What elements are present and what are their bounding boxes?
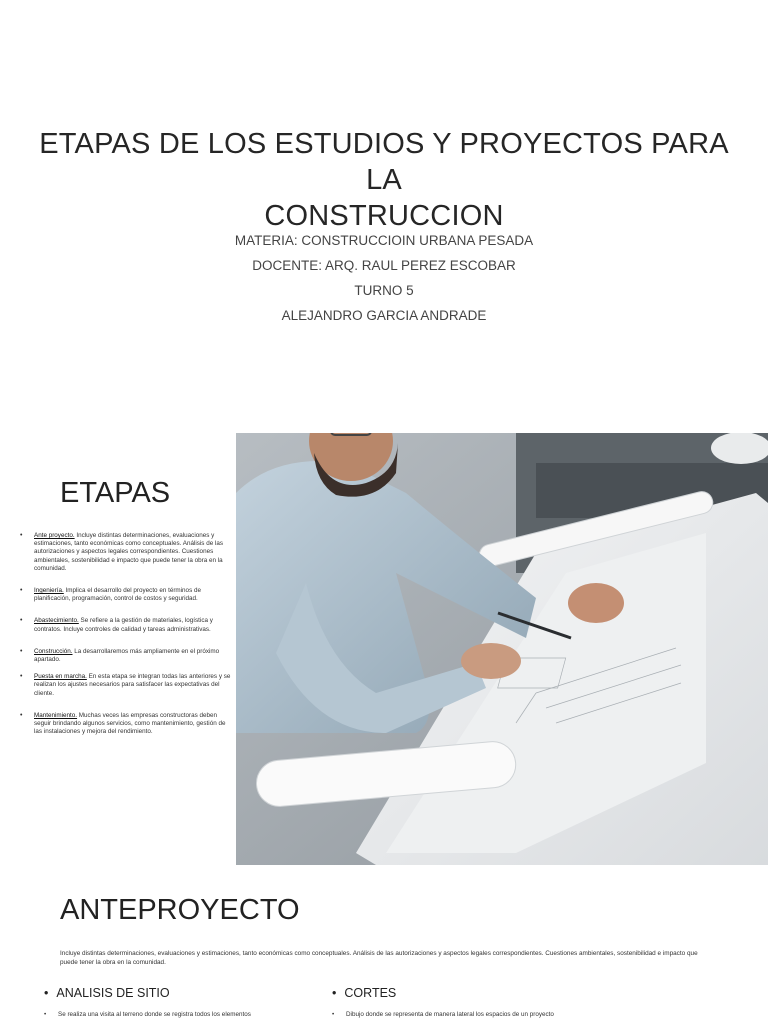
subtitle-block: [0, 228, 768, 328]
architect-drafting-illustration: [236, 433, 768, 865]
etapas-list: [20, 532, 232, 745]
list-item: • Abastecimiento. Se refiere a la gestión de materiales, logística y contratos. Incluye controles de calidad y tareas administrativas.: [20, 617, 232, 633]
list-item: • Mantenimiento. Muchas veces las empresas constructoras deben seguir brindando algunos servicios, como mantenimiento, gestión de las instalaciones y mejora del rendimiento.: [20, 712, 232, 737]
title-slide: [0, 0, 768, 432]
etapas-title: ETAPAS: [60, 477, 171, 509]
title-line-2: CONSTRUCCION: [264, 200, 504, 232]
analisis-sitio-text: • Se realiza una visita al terreno donde se registra todos los elementos: [44, 1010, 251, 1019]
list-item: • Construcción. La desarrollaremos más ampliamente en el próximo apartado.: [20, 648, 232, 664]
list-item: • Puesta en marcha. En esta etapa se integran todas las anteriores y se realizan los ajustes necesarios para satisfacer las expectativas del cliente.: [20, 673, 232, 698]
title-line-1: ETAPAS DE LOS ESTUDIOS Y PROYECTOS PARA LA: [39, 128, 729, 196]
list-item: • Ante proyecto. Incluye distintas determinaciones, evaluaciones y estimaciones, tanto económicas como conceptuales. Análisis de las autorizaciones y aspectos legales correspondientes. Cuestiones ambientales, sostenibilidad e impacto que puede tener la obra en la comunidad.: [20, 532, 232, 573]
alumno-line: ALEJANDRO GARCIA ANDRADE: [281, 308, 487, 323]
analisis-sitio-heading: • ANALISIS DE SITIO: [44, 986, 170, 1000]
cortes-heading: • CORTES: [332, 986, 396, 1000]
anteproyecto-intro: Incluye distintas determinaciones, evaluaciones y estimaciones, tanto económicas como conceptuales. Análisis de las autorizaciones y aspectos legales correspondientes. Cuestiones ambientales, sostenibilidad e impacto que puede tener la obra en la comunidad.: [60, 950, 698, 966]
list-item: • Ingeniería. Implica el desarrollo del proyecto en términos de planificación, programación, control de costos y seguridad.: [20, 587, 232, 603]
materia-line: MATERIA: CONSTRUCCIOIN URBANA PESADA: [234, 233, 534, 248]
anteproyecto-title: ANTEPROYECTO: [60, 894, 300, 926]
anteproyecto-slide: [0, 866, 768, 1024]
turno-line: TURNO 5: [354, 283, 414, 298]
docente-line: DOCENTE: ARQ. RAUL PEREZ ESCOBAR: [252, 258, 516, 273]
cortes-text: • Dibujo donde se representa de manera lateral los espacios de un proyecto: [332, 1010, 554, 1019]
etapas-slide: [0, 432, 768, 866]
presentation-title: [20, 126, 748, 234]
architect-drafting-photo: [236, 433, 768, 865]
